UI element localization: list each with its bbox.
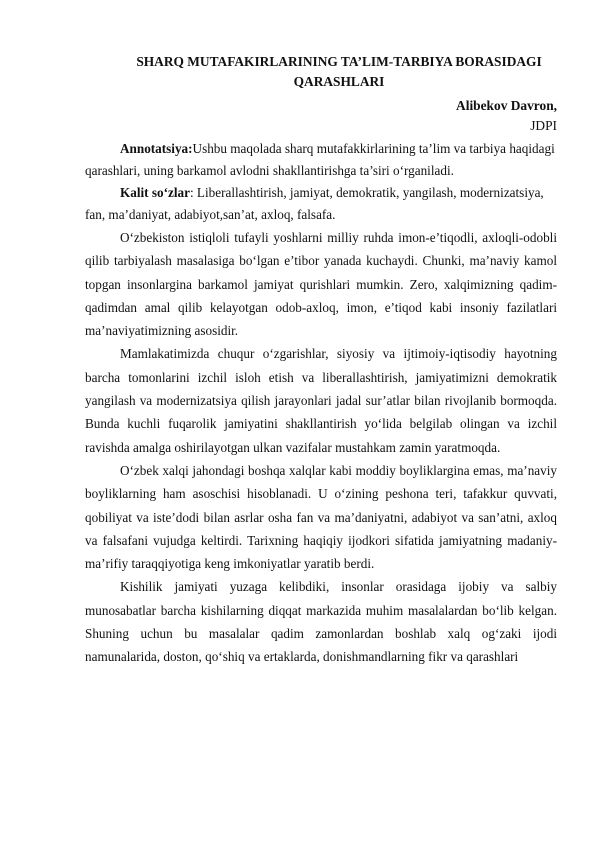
body-paragraph-4: Kishilik jamiyati yuzaga kelibdiki, insonlar orasidaga ijobiy va salbiy munosabatlar barcha kishilarning diqqat markazida muhim masalalardan bo‘lib kelgan. Shuning uchun bu masalalar qadim zamonlardan boshlab xalq og‘zaki ijodi namunalarida, doston, qo‘shiq va ertaklarda, donishmandlarning fikr va qarashlari (85, 579, 557, 665)
article-title (85, 52, 557, 92)
body-paragraph-1: O‘zbekiston istiqloli tufayli yoshlarni milliy ruhda imon-e’tiqodli, axloqli-odobli qilib tarbiyalash masalasiga bo‘lgan e’tibor yanada kuchaydi. Chunki, ma’naviy kamol topgan insonlargina barkamol jamiyat qurishlari mumkin. Zero, xalqimizning qadim-qadimdan amal qilib kelayotgan odob-axloq, imon, e’tiqod kabi insoniy fazilatlari ma’naviyatimizning asosidir. (85, 230, 557, 339)
annotation-label: Annotatsiya: (120, 141, 193, 156)
keywords-text: : Liberallashtirish, jamiyat, demokratik, yangilash, modernizatsiya, fan, ma’daniyat, adabiyot,san’at, axloq, falsafa. (85, 185, 544, 222)
author-name: Alibekov Davron, (456, 98, 557, 113)
annotation-text: Ushbu maqolada sharq mutafakkirlarining ta’lim va tarbiya haqidagi qarashlari, uning barkamol avlodni shakllantirishga ta’siri o‘rganiladi. (85, 141, 555, 178)
article-title-line-1: SHARQ MUTAFAKIRLARINING TA’LIM-TARBIYA BORASIDAGI (136, 54, 542, 69)
keywords (85, 182, 557, 226)
body-paragraph-3: O‘zbek xalqi jahondagi boshqa xalqlar kabi moddiy boyliklargina emas, ma’naviy boyliklarning ham asoschisi hisoblanadi. U o‘zining peshona teri, tafakkur quvvati, qobiliyat va iste’dodi bilan asrlar osha fan va ma’daniyatni, adabiyot va san’atni, axloq va falsafani vujudga keltirdi. Tarixning haqiqiy ijodkori sifatida jamiyatning madaniy-ma’rifiy taraqqiyotiga keng imkoniyatlar yaratib berdi. (85, 462, 557, 572)
annotation (85, 138, 557, 182)
document-page (85, 52, 557, 669)
author-affiliation: JDPI (530, 118, 557, 133)
keywords-label: Kalit so‘zlar (120, 185, 190, 200)
body-paragraph-2: Mamlakatimizda chuqur o‘zgarishlar, siyosiy va ijtimoiy-iqtisodiy hayotning barcha tomonlarini izchil isloh etish va liberallashtirish, jamiyatimizni demokratik yangilash va modernizatsiya qilish jarayonlari jadal sur’atlar bilan rivojlanib bormoqda. Bunda kuchli fuqarolik jamiyatini shakllantirish yo‘lida belgilab olingan va izchil ravishda amalga oshirilayotgan ulkan vazifalar mustahkam zamin yaratmoqda. (85, 346, 557, 455)
article-title-line-2: QARASHLARI (293, 74, 385, 89)
